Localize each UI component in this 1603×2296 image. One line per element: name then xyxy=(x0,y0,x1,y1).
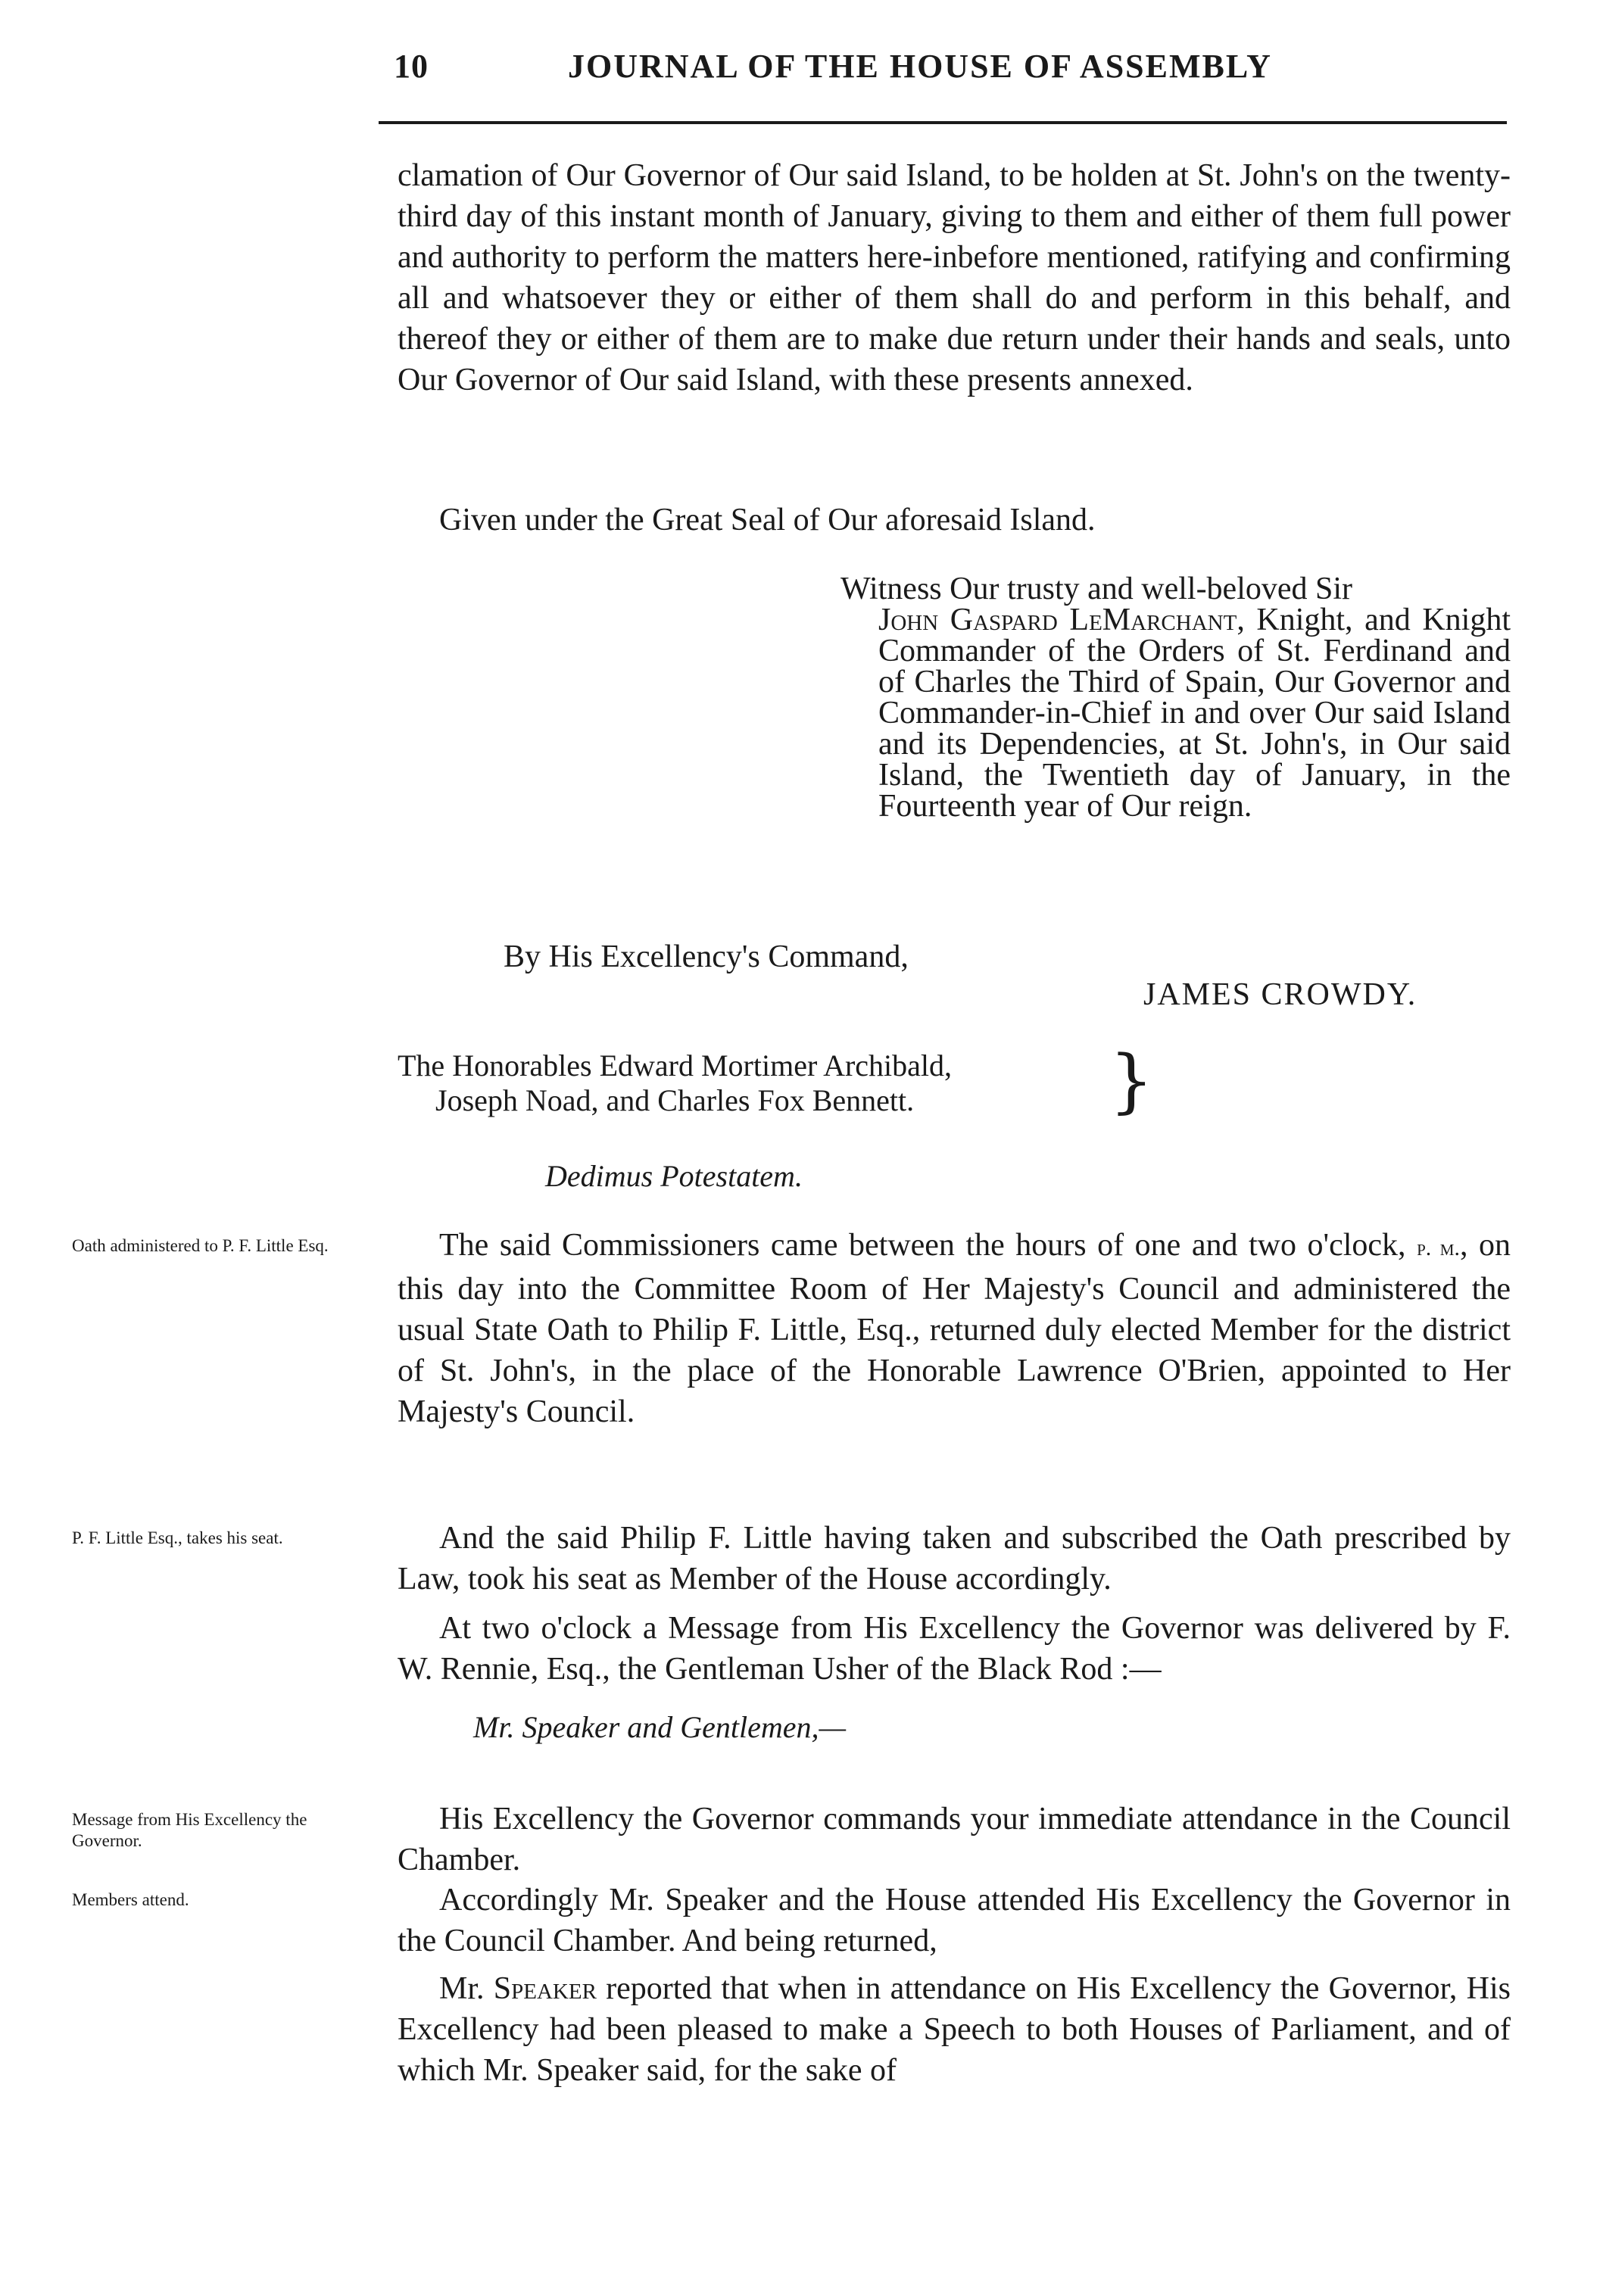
command-line: By His Excellency's Command, xyxy=(504,939,909,974)
speaker-report-b: reported that when in attendance on His Excellency the Governor, His Excellency had been pleased to make a Speech to both Houses of Parliament, and of which Mr. Speaker said, for the sake of xyxy=(398,1971,1511,2088)
paragraph-accordingly: Accordingly Mr. Speaker and the House attended His Excellency the Governor in the Council Chamber. And being returned, xyxy=(398,1883,1511,1958)
witness-block xyxy=(840,574,1511,822)
commissioners-block xyxy=(398,1048,952,1118)
speaker-report-a: Mr. xyxy=(439,1971,494,2006)
paragraph-oath xyxy=(398,1225,1511,1432)
paragraph-speaker-report xyxy=(398,1968,1511,2091)
margin-note-seat: P. F. Little Esq., takes his seat. xyxy=(72,1528,283,1547)
brace: } xyxy=(1109,1040,1154,1121)
dedimus-heading: Dedimus Potestatem. xyxy=(545,1159,803,1193)
header-rule xyxy=(379,121,1507,124)
salutation: Mr. Speaker and Gentlemen,— xyxy=(473,1710,847,1744)
paragraph-message: At two o'clock a Message from His Excellency the Governor was delivered by F. W. Rennie, Esq., the Gentleman Usher of the Black Rod :— xyxy=(398,1611,1511,1687)
paragraph-attendance: His Excellency the Governor commands your immediate attendance in the Council Chamber. xyxy=(398,1802,1511,1877)
paragraph-takes-seat: And the said Philip F. Little having taken and subscribed the Oath prescribed by Law, took his seat as Member of the House accordingly. xyxy=(398,1521,1511,1597)
commissioners-line-1: The Honorables Edward Mortimer Archibald, xyxy=(398,1048,953,1083)
paragraph-proclamation: clamation of Our Governor of Our said Island, to be holden at St. John's on the twenty-third day of this instant month of January, giving to them and either of them full power and authority to perform the matters here-inbefore mentioned, ratifying and confirming all and whatsoever they or either of them shall do and perform in this behalf, and thereof they or either of them are to make due return under their hands and seals, unto Our Governor of Our said Island, with these presents annexed. xyxy=(398,158,1511,397)
witness-rest: , Knight, and Knight Commander of the Orders of St. Ferdinand and of Charles the Third of Spain, Our Governor and Commander-in-Chief in and over Our said Island and its Dependencies, at St. John's, in Our said Island, the Twentieth day of January, in the Fourteenth year of Our reign. xyxy=(878,603,1511,824)
governor-name: John Gaspard LeMarchant xyxy=(878,603,1237,637)
paragraph-oath-text-a: The said Commissioners came between the hours of one and two o'clock, xyxy=(439,1228,1417,1263)
margin-note-attend: Members attend. xyxy=(72,1890,189,1909)
paragraph-oath-text-b: , on this day into the Committee Room of Her Majesty's Council and administered the usual State Oath to Philip F. Little, Esq., returned duly elected Member for the district of St. John's, in the place of the Honorable Lawrence O'Brien, appointed to Her Majesty's Council. xyxy=(398,1228,1511,1429)
commissioners-line-2: Joseph Noad, and Charles Fox Bennett. xyxy=(435,1083,915,1117)
page-header xyxy=(394,47,1522,100)
signature: JAMES CROWDY. xyxy=(1143,977,1417,1012)
paragraph-great-seal: Given under the Great Seal of Our aforesaid Island. xyxy=(439,503,1096,537)
margin-note-message: Message from His Excellency the Governor. xyxy=(72,1810,307,1850)
speaker-title: Speaker xyxy=(493,1971,597,2006)
page-number: 10 xyxy=(394,48,429,85)
margin-note-oath: Oath administered to P. F. Little Esq. xyxy=(72,1236,329,1255)
witness-first-line: Witness Our trusty and well-beloved Sir xyxy=(840,572,1353,606)
time-pm: p. m. xyxy=(1417,1235,1460,1260)
witness-continuation xyxy=(840,605,1511,822)
running-head: JOURNAL OF THE HOUSE OF ASSEMBLY xyxy=(568,48,1272,85)
